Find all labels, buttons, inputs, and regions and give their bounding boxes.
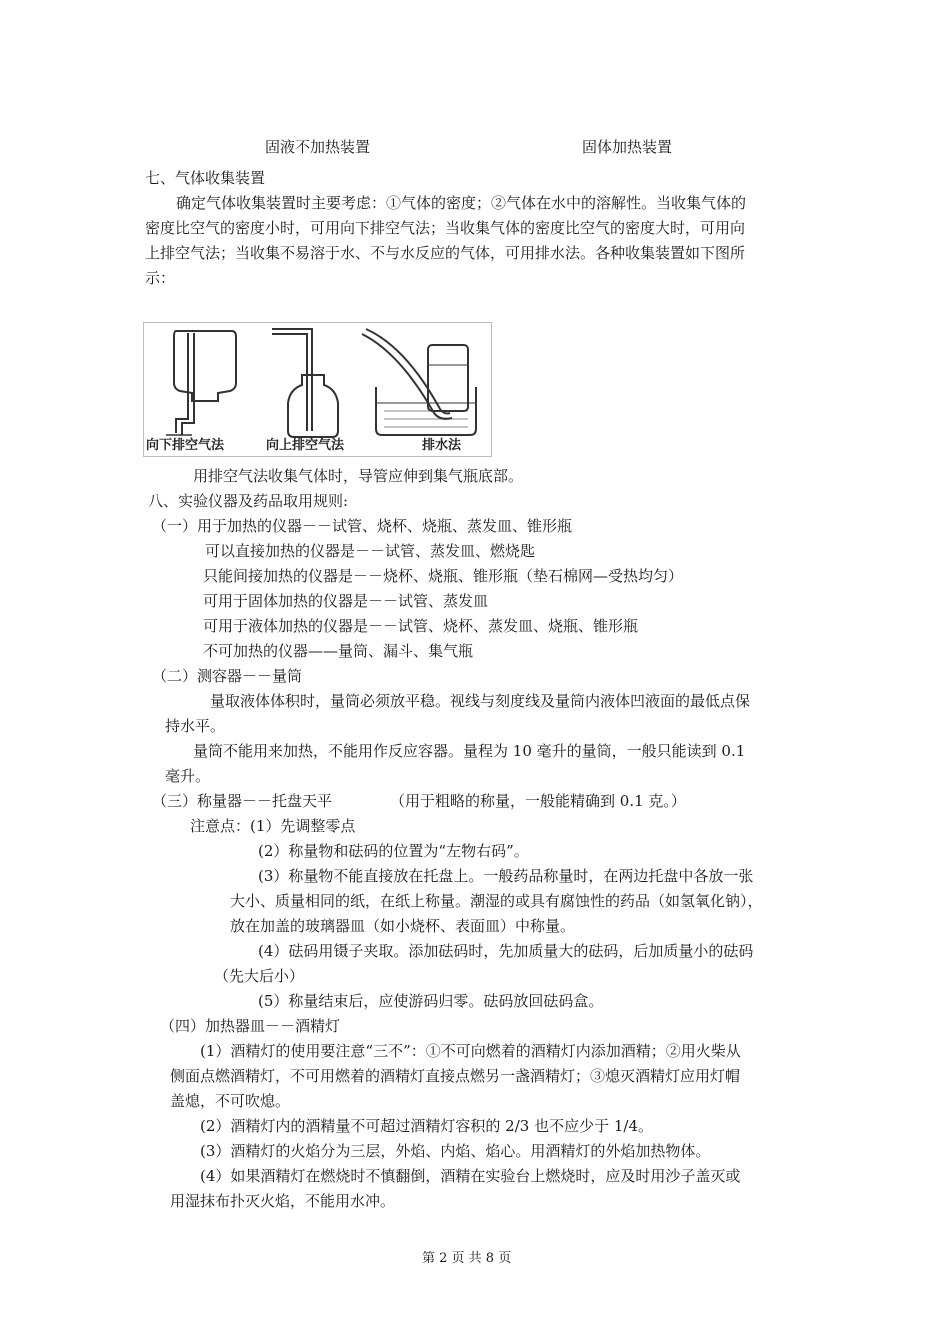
label-water-displacement: 排水法 xyxy=(422,438,462,453)
gas-collection-diagram xyxy=(144,323,491,456)
paragraph-line: (1）酒精灯的使用要注意“三不”：①不可向燃着的酒精灯内添加酒精；②用火柴从 xyxy=(200,1042,741,1060)
gas-collection-figure xyxy=(143,322,492,457)
paragraph-line: 示： xyxy=(145,269,176,287)
water-displacement-apparatus xyxy=(362,329,476,435)
paragraph-line: (4）如果酒精灯在燃烧时不慎翻倒，酒精在实验台上燃烧时，应及时用沙子盖灭或 xyxy=(200,1167,741,1185)
collection-note: 用排空气法收集气体时，导管应伸到集气瓶底部。 xyxy=(193,467,524,485)
paragraph-line: 持水平。 xyxy=(165,717,226,735)
page-number: 第 2 页 共 8 页 xyxy=(422,1251,512,1266)
list-item: 只能间接加热的仪器是－－烧杯、烧瓶、锥形瓶（垫石棉网—受热均匀） xyxy=(203,567,684,585)
upward-displacement-apparatus xyxy=(272,329,338,437)
paragraph-line: 确定气体收集装置时主要考虑：①气体的密度；②气体在水中的溶解性。当收集气体的 xyxy=(176,194,747,212)
subsection-balance: （三）称量器－－托盘天平 xyxy=(152,792,333,810)
list-item: 可用于固体加热的仪器是－－试管、蒸发皿 xyxy=(203,592,489,610)
balance-note-4: (4）砝码用镊子夹取。添加砝码时，先加质量大的砝码，后加质量小的砝码 xyxy=(258,942,754,960)
paragraph-line: (3）酒精灯的火焰分为三层，外焰、内焰、焰心。用酒精灯的外焰加热物体。 xyxy=(200,1142,711,1160)
section-7-title: 七、气体收集装置 xyxy=(145,169,266,187)
paragraph-line: 用湿抹布扑灭火焰，不能用水冲。 xyxy=(170,1192,396,1210)
paragraph-line: 盖熄，不可吹熄。 xyxy=(170,1092,291,1110)
subsection-alcohol-lamp: （四）加热器皿－－酒精灯 xyxy=(160,1017,341,1035)
paragraph-line: (2）酒精灯内的酒精量不可超过酒精灯容积的 2/3 也不应少于 1/4。 xyxy=(200,1117,653,1135)
label-upward-displacement: 向上排空气法 xyxy=(266,438,345,453)
downward-displacement-apparatus xyxy=(166,331,236,435)
caption-solid-heating: 固体加热装置 xyxy=(582,138,673,156)
list-item: 可用于液体加热的仪器是－－试管、烧杯、蒸发皿、烧瓶、锥形瓶 xyxy=(203,617,639,635)
paragraph-line: 密度比空气的密度小时，可用向下排空气法；当收集气体的密度比空气的密度大时，可用向 xyxy=(145,219,746,237)
paragraph-line: 大小、质量相同的纸，在纸上称量。潮湿的或具有腐蚀性的药品（如氢氧化钠）， xyxy=(230,892,763,910)
paragraph-line: 放在加盖的玻璃器皿（如小烧杯、表面皿）中称量。 xyxy=(230,917,576,935)
caption-solid-liquid-no-heat: 固液不加热装置 xyxy=(265,138,371,156)
subsection-measuring-cylinder: （二）测容器－－量筒 xyxy=(152,667,303,685)
paragraph-line: 毫升。 xyxy=(165,767,211,785)
balance-note-1: 注意点：(1）先调整零点 xyxy=(190,817,356,835)
balance-note-3: (3）称量物不能直接放在托盘上。一般药品称量时，在两边托盘中各放一张 xyxy=(258,867,754,885)
paragraph-line: 量筒不能用来加热，不能用作反应容器。量程为 10 毫升的量筒，一般只能读到 0.1 xyxy=(193,742,746,760)
balance-note-2: (2）称量物和砝码的位置为“左物右码”。 xyxy=(258,842,529,860)
list-item: 不可加热的仪器——量筒、漏斗、集气瓶 xyxy=(203,642,474,660)
section-8-title: 八、实验仪器及药品取用规则: xyxy=(148,492,349,510)
subsection-heating-instruments: （一）用于加热的仪器－－试管、烧杯、烧瓶、蒸发皿、锥形瓶 xyxy=(152,517,573,535)
balance-note-5: (5）称量结束后，应使游码归零。砝码放回砝码盒。 xyxy=(258,992,604,1010)
label-downward-displacement: 向下排空气法 xyxy=(146,438,225,453)
paragraph-line: 上排空气法；当收集不易溶于水、不与水反应的气体，可用排水法。各种收集装置如下图所 xyxy=(145,244,746,262)
list-item: 可以直接加热的仪器是－－试管、蒸发皿、燃烧匙 xyxy=(205,542,536,560)
paragraph-line: 侧面点燃酒精灯，不可用燃着的酒精灯直接点燃另一盏酒精灯；③熄灭酒精灯应用灯帽 xyxy=(170,1067,741,1085)
balance-precision-note: （用于粗略的称量，一般能精确到 0.1 克。） xyxy=(390,792,686,810)
paragraph-line: 量取液体体积时，量筒必须放平稳。视线与刻度线及量筒内液体凹液面的最低点保 xyxy=(210,692,751,710)
paragraph-line: （先大后小） xyxy=(214,967,305,985)
